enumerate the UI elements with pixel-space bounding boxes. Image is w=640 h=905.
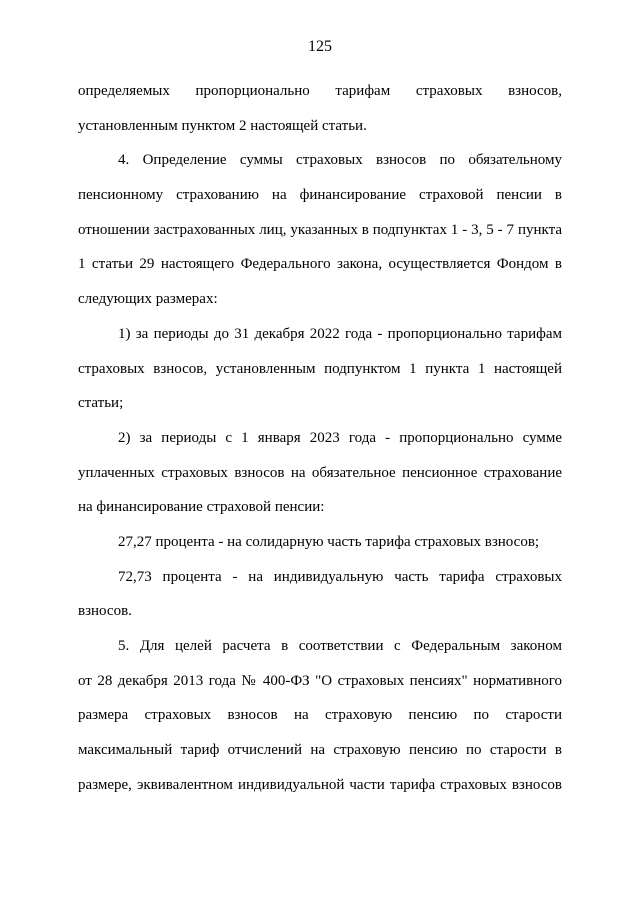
rate-individual-line: 72,73 процента - на индивидуальную часть тарифа страховых [118,568,562,585]
text-line: максимальный тариф отчислений на страховую пенсию по старости в [78,742,562,759]
subitem-1-start: 1) за периоды до 31 декабря 2022 года - пропорционально тарифам [118,325,562,342]
subitem-2-start: 2) за периоды с 1 января 2023 года - пропорционально сумме [118,429,562,446]
page-number: 125 [308,38,332,55]
text-line: взносов. [78,603,132,620]
paragraph-4-start: 4. Определение суммы страховых взносов по обязательному [118,152,562,169]
text-line: пенсионному страхованию на финансирование страховой пенсии в [78,187,562,204]
text-line: установленным пунктом 2 настоящей статьи. [78,117,367,134]
text-line: отношении застрахованных лиц, указанных в подпунктах 1 - 3, 5 - 7 пункта [78,221,562,238]
text-line: размера страховых взносов на страховую пенсию по старости [78,707,562,724]
text-line: определяемых пропорционально тарифам страховых взносов, [78,83,562,99]
text-line: размере, эквивалентном индивидуальной части тарифа страховых взносов [78,776,562,793]
text-line: на финансирование страховой пенсии: [78,499,325,516]
text-line: 1 статьи 29 настоящего Федерального закона, осуществляется Фондом в [78,256,562,273]
text-line: уплаченных страховых взносов на обязательное пенсионное страхование [78,464,562,481]
rate-solidary-line: 27,27 процента - на солидарную часть тарифа страховых взносов; [118,533,540,550]
text-line: статьи; [78,395,124,412]
text-line: следующих размерах: [78,291,218,308]
paragraph-5-start: 5. Для целей расчета в соответствии с Федеральным законом [118,638,562,654]
text-line: страховых взносов, установленным подпунктом 1 пункта 1 настоящей [78,360,562,377]
text-line: от 28 декабря 2013 года № 400-ФЗ "О страховых пенсиях" нормативного [78,672,562,689]
document-body [78,74,562,802]
